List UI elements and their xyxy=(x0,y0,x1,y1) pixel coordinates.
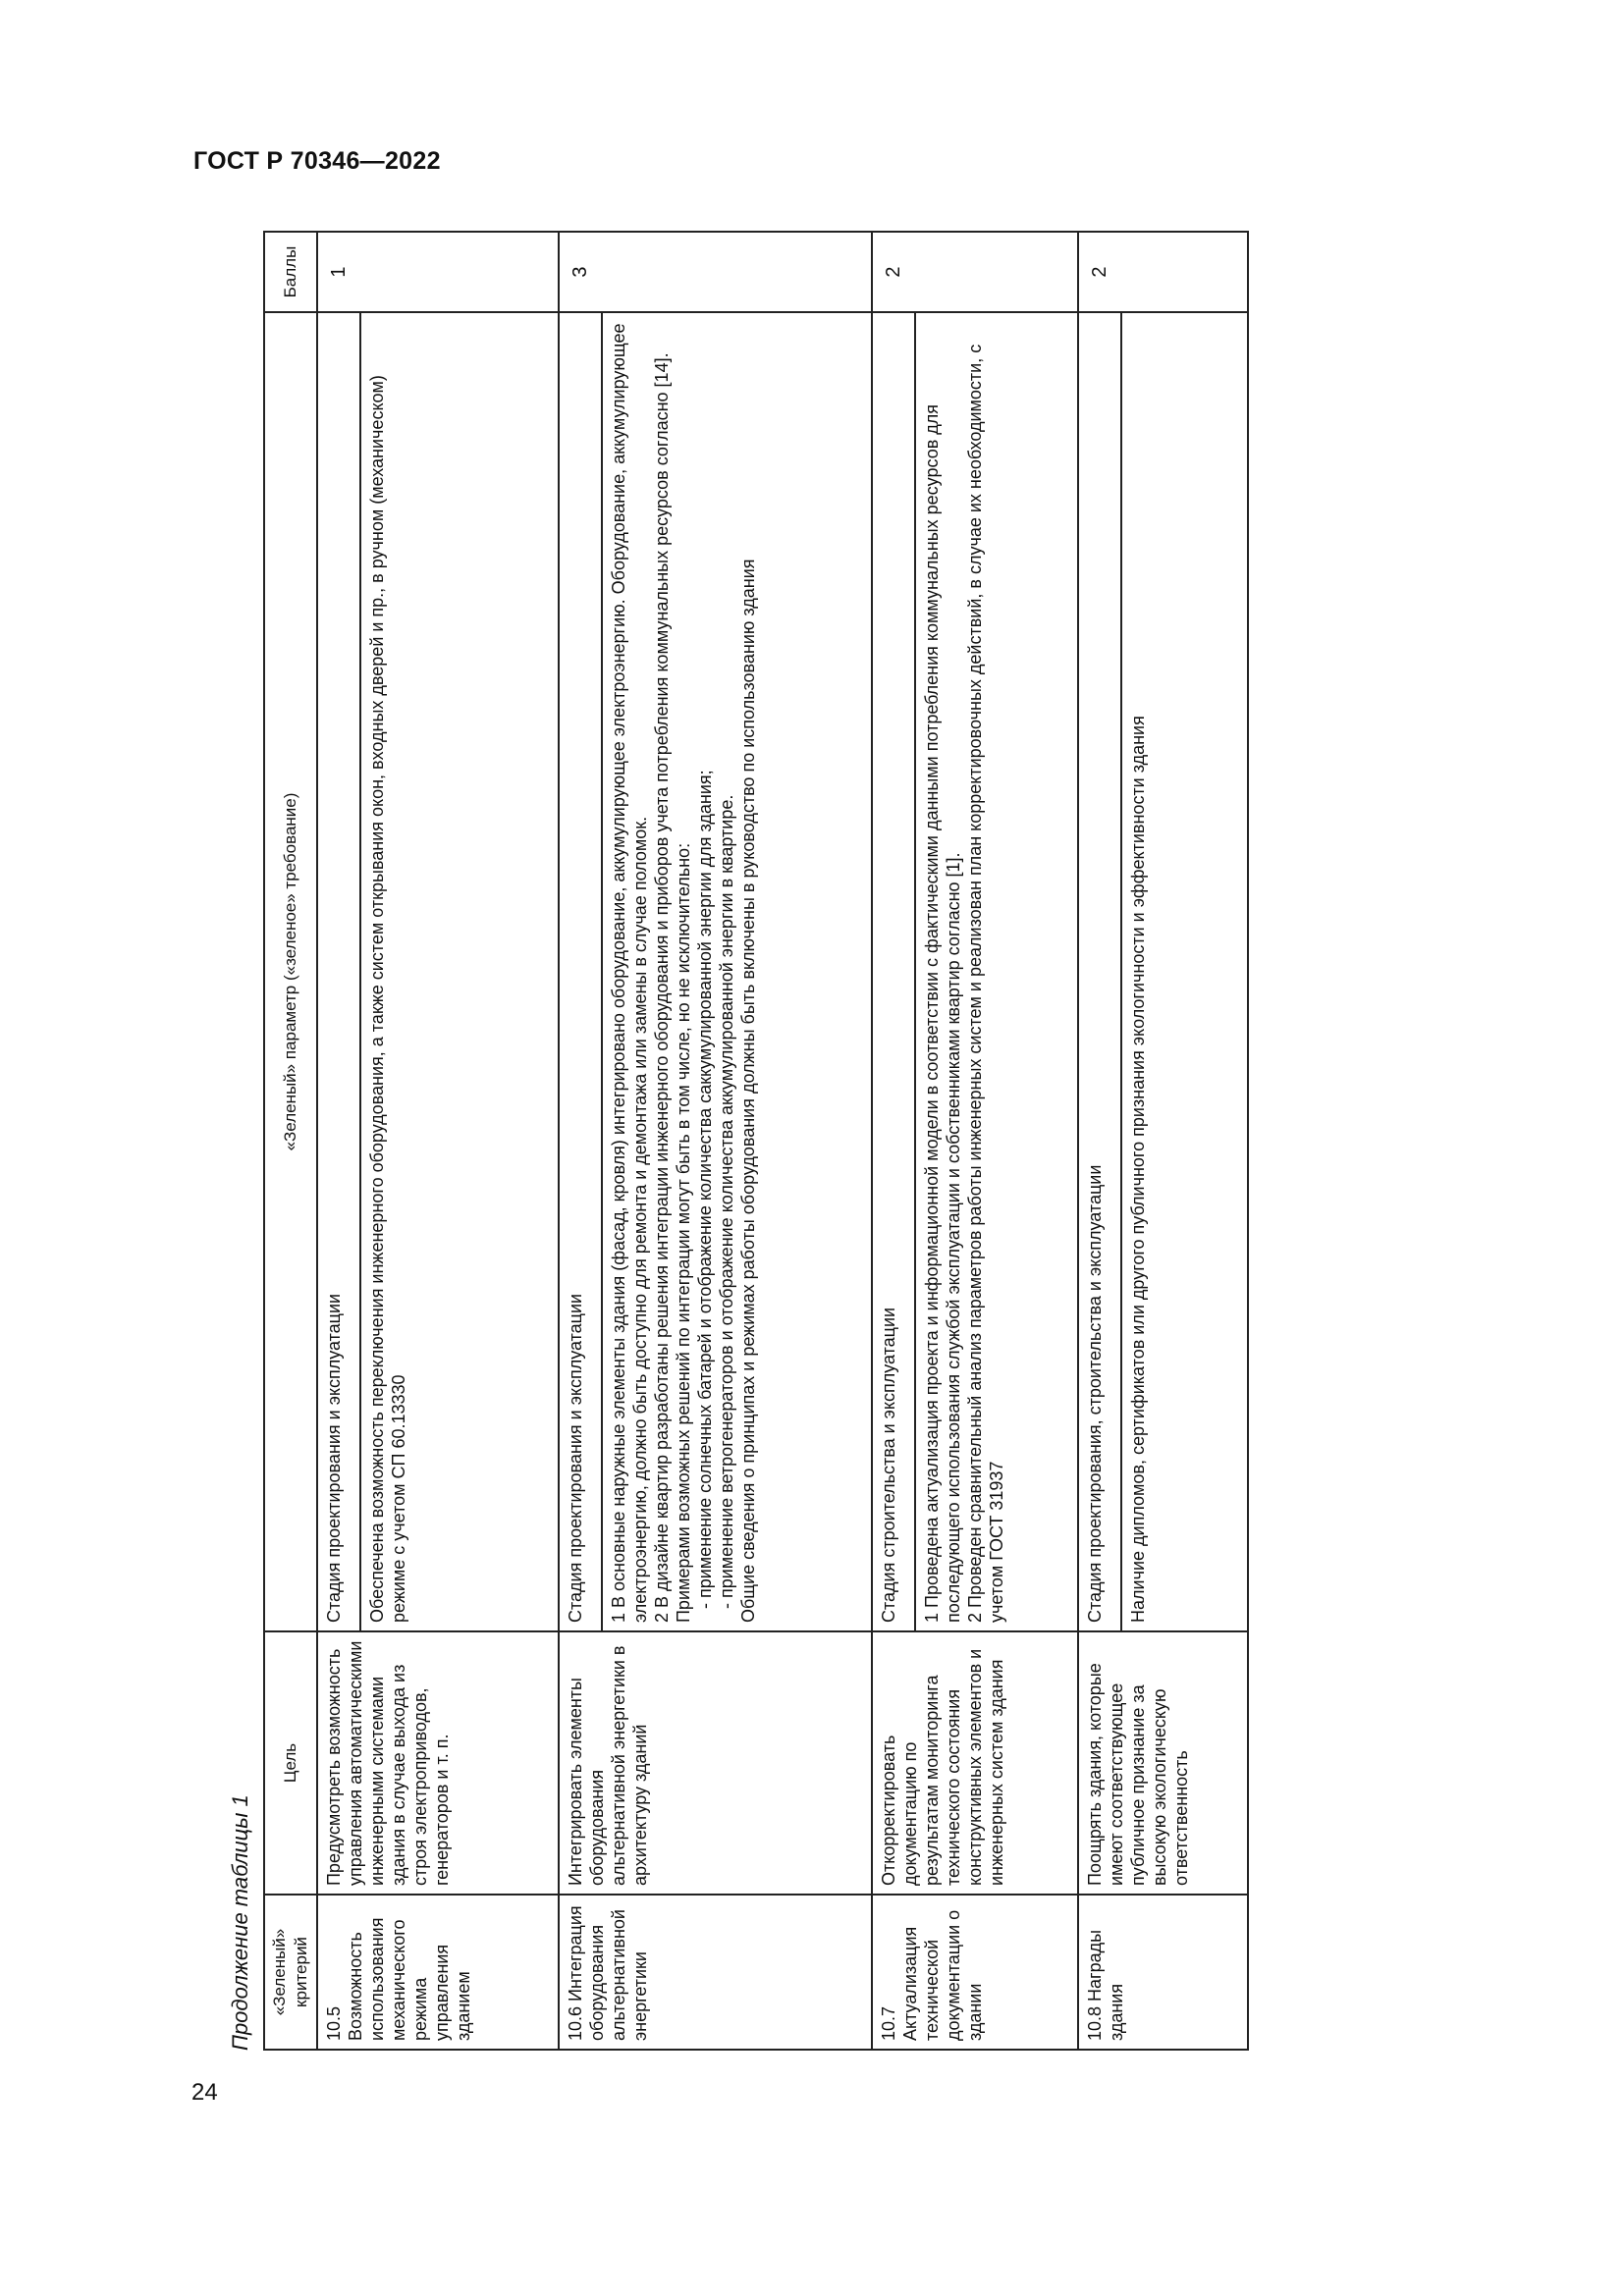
requirement-cell xyxy=(360,312,559,1631)
criteria-table xyxy=(263,231,1249,2051)
column-header: Цель xyxy=(264,1631,317,1895)
requirement-cell xyxy=(1121,312,1248,1631)
criterion-cell: 10.5 Возможность использования механического режима управления зданием xyxy=(317,1895,559,2050)
goal-cell: Предусмотреть возможность управления автоматическими инженерными системами здания в случае выхода из строя электроприводов, генераторов и т. п. xyxy=(317,1631,559,1895)
score-cell: 1 xyxy=(317,232,559,312)
stage-cell: Стадия проектирования, строительства и эксплуатации xyxy=(1078,312,1121,1631)
score-cell: 2 xyxy=(872,232,1078,312)
requirement-text: 1 Проведена актуализация проекта и информационной модели в соответствии с фактическими данными потребления коммунальных ресурсов для последующего использования службой эксплуатации и собственниками квартир согласно [1]. xyxy=(922,403,964,1623)
goal-cell: Интегрировать элементы оборудования альтернативной энергетики в архитектуру зданий xyxy=(559,1631,872,1895)
table-row xyxy=(559,232,602,2050)
requirement-text: Обеспечена возможность переключения инженерного оборудования, а также систем открывания окон, входных дверей и пр., в ручном (механическом) режиме с учетом СП 60.13330 xyxy=(367,375,408,1623)
stage-cell: Стадия строительства и эксплуатации xyxy=(872,312,915,1631)
rotated-content xyxy=(228,230,1249,2051)
stage-cell: Стадия проектирования и эксплуатации xyxy=(317,312,360,1631)
requirement-text: Наличие дипломов, сертификатов или другого публичного признания экологичности и эффективности здания xyxy=(1127,716,1148,1623)
criterion-cell: 10.6 Интеграция оборудования альтернативной энергетики xyxy=(559,1895,872,2050)
table-caption: Продолжение таблицы 1 xyxy=(228,1794,252,2051)
page-number: 24 xyxy=(191,2079,218,2106)
table-row xyxy=(872,232,915,2050)
column-header: «Зеленый» критерий xyxy=(264,1895,317,2050)
rotated-page-area xyxy=(228,230,1249,2051)
requirement-text: Общие сведения о принципах и режимах работы оборудования должны быть включены в руководство по использованию здания xyxy=(738,559,759,1623)
requirement-text: 2 Проведен сравнительный анализ параметров работы инженерных систем и реализован план корректировочных действий, в случае их необходимости, с учетом ГОСТ 31937 xyxy=(965,344,1007,1623)
table-header-row xyxy=(264,232,317,2050)
goal-cell: Откорректировать документацию по результатам мониторинга технического состояния конструктивных элементов и инженерных систем здания xyxy=(872,1631,1078,1895)
document-code: ГОСТ Р 70346—2022 xyxy=(193,147,441,175)
score-cell: 2 xyxy=(1078,232,1248,312)
table-row xyxy=(1078,232,1121,2050)
table-row xyxy=(317,232,360,2050)
goal-cell: Поощрять здания, которые имеют соответствующее публичное признание за высокую экологическую ответственность xyxy=(1078,1631,1248,1895)
requirement-cell xyxy=(602,312,872,1631)
requirement-cell xyxy=(915,312,1078,1631)
criterion-cell: 10.8 Награды здания xyxy=(1078,1895,1248,2050)
requirement-text: - применение солнечных батарей и отображение количества саккумулированной энергии для здания; xyxy=(695,770,716,1609)
requirement-text: Примерами возможных решений по интеграции могут быть в том числе, но не исключительно: xyxy=(674,842,694,1623)
requirement-text: 1 В основные наружные элементы здания (фасад, кровля) интегрировано оборудование, аккумулирующее электроэнергию. Оборудование, аккумулирующее электроэнергию, должно быть доступно для ремонта и демонтажа или замены в случае поломок. xyxy=(609,323,651,1623)
requirement-text: 2 В дизайне квартир разработаны решения интеграции инженерного оборудования и приборов учета потребления коммунальных ресурсов согласно [14]. xyxy=(652,352,673,1623)
column-header: «Зеленый» параметр («зеленое» требование) xyxy=(264,312,317,1631)
criterion-cell: 10.7 Актуализация технической документации о здании xyxy=(872,1895,1078,2050)
column-header: Баллы xyxy=(264,232,317,312)
requirement-text: - применение ветрогенераторов и отображение количества аккумулированной энергии в квартире. xyxy=(717,794,737,1609)
score-cell: 3 xyxy=(559,232,872,312)
stage-cell: Стадия проектирования и эксплуатации xyxy=(559,312,602,1631)
